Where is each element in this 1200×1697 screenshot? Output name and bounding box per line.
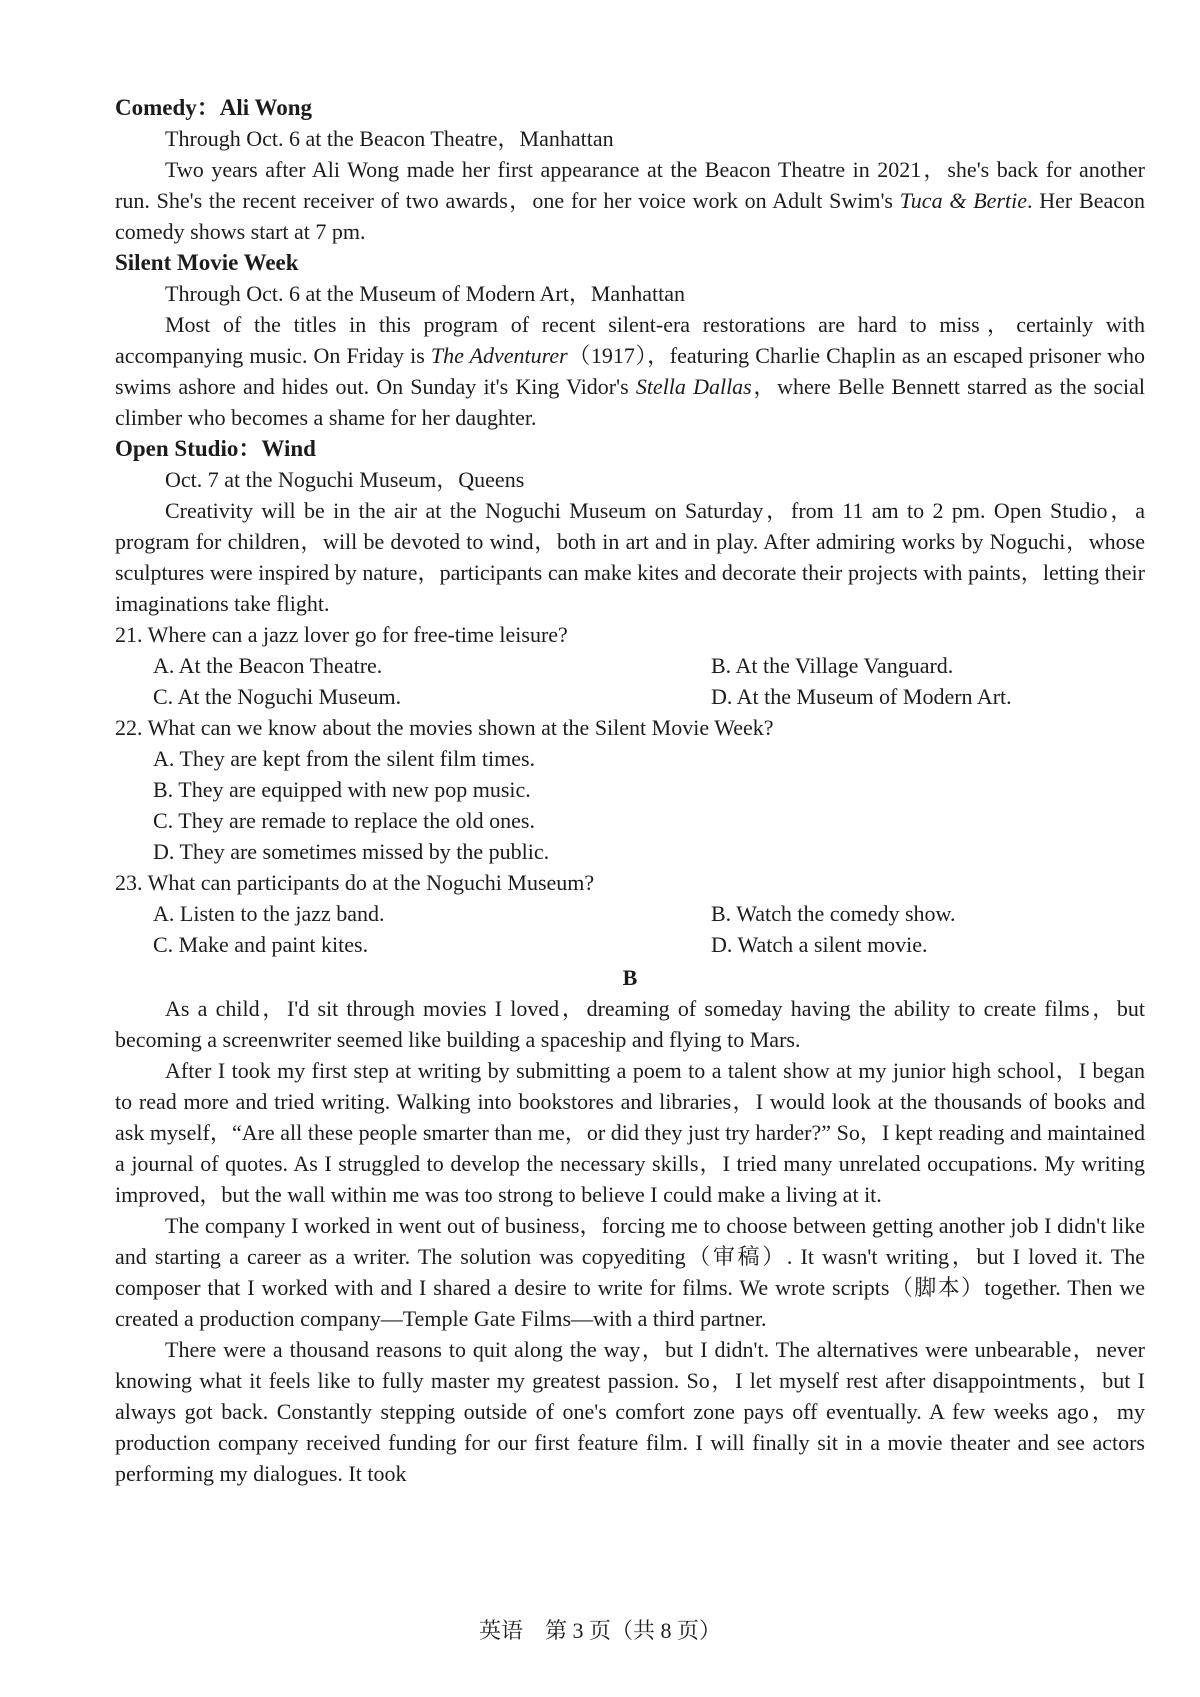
question-22-stem: 22. What can we know about the movies shown at the Silent Movie Week? (115, 715, 774, 740)
question-23-option-a[interactable]: A. Listen to the jazz band. (153, 901, 385, 926)
page-footer: 英语 第 3 页（共 8 页） (478, 1618, 721, 1643)
event-heading-comedy: Comedy：Ali Wong (115, 95, 313, 120)
passage-b-paragraph-1: As a child，I'd sit through movies I loved，dreaming of someday having the ability to create films，but becoming a screenwriter seemed like building a spaceship and flying to Mars. (115, 996, 1145, 1052)
question-23-stem: 23. What can participants do at the Noguchi Museum? (115, 870, 595, 895)
event-info-silent-movie: Through Oct. 6 at the Museum of Modern Art，Manhattan (165, 281, 685, 306)
event-text-open-studio: Creativity will be in the air at the Noguchi Museum on Saturday，from 11 am to 2 pm. Open Studio，a program for children，will be devoted to wind，both in art and in play. After admiring works by Noguchi，whose sculptures were inspired by nature，participants can make kites and decorate their projects with paints，letting their imaginations take flight. (115, 498, 1145, 616)
question-22-option-d[interactable]: D. They are sometimes missed by the public. (153, 839, 550, 864)
question-22-option-b[interactable]: B. They are equipped with new pop music. (153, 777, 531, 802)
question-21-option-b[interactable]: B. At the Village Vanguard. (711, 653, 954, 678)
passage-b-paragraph-3: The company I worked in went out of business，forcing me to choose between getting another job I didn't like and starting a career as a writer. The solution was copyediting（审稿）. It wasn't writing，but I loved it. The composer that I worked with and I shared a desire to write for films. We wrote scripts（脚本）together. Then we created a production company—Temple Gate Films—with a third partner. (115, 1213, 1145, 1331)
question-22-options (153, 743, 1145, 867)
event-heading-open-studio: Open Studio：Wind (115, 436, 316, 461)
page-content (115, 92, 1145, 1489)
question-21-option-c[interactable]: C. At the Noguchi Museum. (153, 684, 402, 709)
question-21-option-d[interactable]: D. At the Museum of Modern Art. (711, 684, 1012, 709)
section-b-title: B (622, 965, 638, 990)
passage-b-paragraph-4: There were a thousand reasons to quit along the way，but I didn't. The alternatives were unbearable，never knowing what it feels like to fully master my greatest passion. So，I let myself rest after disappointments，but I always got back. Constantly stepping outside of one's comfort zone pays off eventually. A few weeks ago，my production company received funding for our first feature film. I will finally sit in a movie theater and see actors performing my dialogues. It took (115, 1337, 1145, 1486)
event-text-silent-movie: Most of the titles in this program of recent silent-era restorations are hard to miss，certainly with accompanying music. On Friday is The Adventurer（1917），featuring Charlie Chaplin as an escaped prisoner who swims ashore and hides out. On Sunday it's King Vidor's Stella Dallas，where Belle Bennett starred as the social climber who becomes a shame for her daughter. (115, 312, 1145, 430)
event-info-open-studio: Oct. 7 at the Noguchi Museum，Queens (165, 467, 525, 492)
event-text-comedy: Two years after Ali Wong made her first appearance at the Beacon Theatre in 2021，she's back for another run. She's the recent receiver of two awards，one for her voice work on Adult Swim's Tuca & Bertie. Her Beacon comedy shows start at 7 pm. (115, 157, 1146, 244)
event-info-comedy: Through Oct. 6 at the Beacon Theatre，Manhattan (165, 126, 614, 151)
passage-b-paragraph-2: After I took my first step at writing by submitting a poem to a talent show at my junior high school，I began to read more and tried writing. Walking into bookstores and libraries，I would look at the thousands of books and ask myself，“Are all these people smarter than me，or did they just try harder?” So，I kept reading and maintained a journal of quotes. As I struggled to develop the necessary skills，I tried many unrelated occupations. My writing improved，but the wall within me was too strong to believe I could make a living at it. (115, 1058, 1145, 1207)
question-21-option-a[interactable]: A. At the Beacon Theatre. (153, 653, 383, 678)
question-23-option-d[interactable]: D. Watch a silent movie. (711, 932, 928, 957)
question-23-option-b[interactable]: B. Watch the comedy show. (711, 901, 956, 926)
question-23-option-c[interactable]: C. Make and paint kites. (153, 932, 369, 957)
question-22-option-c[interactable]: C. They are remade to replace the old ones. (153, 808, 535, 833)
question-21-stem: 21. Where can a jazz lover go for free-time leisure? (115, 622, 568, 647)
question-21-options (153, 650, 1145, 712)
question-23-options (153, 898, 1145, 960)
question-22-option-a[interactable]: A. They are kept from the silent film times. (153, 746, 536, 771)
event-heading-silent-movie: Silent Movie Week (115, 250, 299, 275)
